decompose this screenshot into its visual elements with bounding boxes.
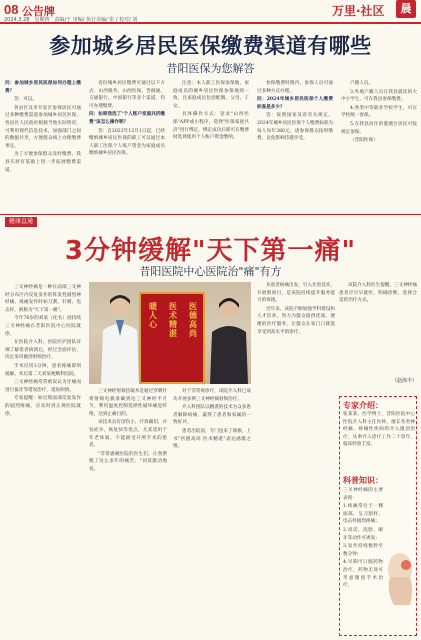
paragraph: 4.各类中等职业学校学生，可在学校统一参保。: [341, 105, 417, 119]
banner-text-middle: 医术精湛: [169, 301, 177, 338]
section-divider: [0, 214, 421, 215]
tip-item: 4.早期可口服药物治疗，药物无效可考虑微创手术治疗。: [343, 560, 383, 589]
paragraph: 今年76岁的刘某（化名）因持续三叉神经痛在昔阳医院中心医院就诊。: [5, 316, 81, 337]
question-text: 问：如果我选了"个人账户家庭共济缴费"该怎么操作呢？: [89, 112, 165, 125]
expert-heading: 专家介绍：: [343, 401, 383, 410]
article-2-column-4: [257, 282, 335, 390]
paragraph: 该院介入科医生提醒，三叉神经痛患者应尽早就医，明确诊断，选择合适的治疗方式。: [339, 283, 417, 304]
paragraph: 户籍人员。: [350, 81, 373, 86]
paragraph: 从患者病痛出发，引入先进技术，开展新项目，是该院持续提升服务能力的体现。: [257, 283, 335, 304]
dateline: 2024.3.28 星期四 责编/于 审编/ 执行美编/ 张 / 校对/ 刘: [4, 17, 138, 23]
expert-body: 张某某，医学博士，昔阳医院中心医院介入科主任医师，擅长各类神经痛、疼痛性疾病的介入微创治疗，从事介入诊疗工作二十余年，临床经验丰富。: [343, 412, 415, 448]
article-1-title: 参加城乡居民医保缴费渠道有哪些: [49, 34, 372, 58]
article-2-column-5: [339, 282, 417, 342]
tip-item: 三叉神经痛的主要表现：: [343, 488, 383, 501]
paragraph: "非常感谢医院的医生们，让我摆脱了这么多年的痛苦。"刘某激动地说。: [89, 451, 167, 472]
paragraph: 答：可以。: [14, 97, 37, 103]
page-number: 08: [4, 2, 19, 17]
article-2-byline: （赵海丰）: [391, 378, 417, 384]
paragraph: 省份城乡居民缴费可通过以下方式：山西税务、山西医保、晋税通、交通银行、中国银行等多个渠道，均可办理缴费。: [89, 81, 165, 109]
article-1-subtitle: 昔阳医保为您解答: [166, 62, 255, 75]
paragraph: 近年来，该院不断加强学科建设和人才培养，努力为群众提供优质、便捷的医疗服务，让群众在家门口就能享受到高水平的诊疗。: [257, 306, 335, 335]
paragraph: 答：按照国家及省有关规定，2024年城乡居民医保个人缴费标准为每人每年380元，请参保群众按时缴费，以免影响待遇享受。: [257, 113, 333, 142]
tip-item: 3.发作持续数秒至数分钟；: [343, 544, 383, 557]
article-2-subtitle: 昔阳医院中心医院治"痛"有方: [139, 265, 282, 278]
paragraph: 三叉神经痛是一种在面部三叉神经分布区内反复发作的阵发性剧烈神经痛，疼痛发作时如刀割、针刺、电击样，被称为"天下第一痛"。: [5, 285, 81, 313]
question-text: 问：2024年城乡居民医保个人缴费标准是多少？: [257, 97, 333, 110]
patient-figure: [207, 292, 249, 384]
paragraph: 3.外地户籍人员在我县就读的大中小学生，可在我县参保缴费。: [341, 89, 417, 103]
article-1-column-4: [257, 80, 333, 208]
paragraph: 患者出院前，专门送来了锦旗，上书"医德高尚 医术精湛"表达感激之情。: [173, 428, 251, 450]
paragraph: 各县区及市开发区参保居民可通过多种缴费渠道参加城乡居民医保，各县区人民政府根据当地实际情况，可利用现代信息技术，加强部门之间的数据共享，方便群众线上办理缴费事宜。: [5, 105, 81, 149]
paragraph: 为了方便参保群众及时缴费，我县在原有基础上进一步拓展缴费渠道。: [5, 152, 81, 173]
silk-banner: [139, 292, 205, 384]
paragraph: 专家提醒：如出现面部反复发作的剧烈疼痛，应及时到正规医院就诊。: [5, 396, 81, 417]
face-pain-illustration-icon: [384, 547, 416, 607]
paragraph: 手术仅用3分钟，患者疼痛即刻缓解。术后第二天刘某便顺利出院。: [5, 363, 81, 377]
tip-item: 2.说话、洗脸、刷牙等动作可诱发；: [343, 527, 383, 541]
paragraph: 5.在我县居住的港澳台居民可按规定参保。: [341, 121, 417, 135]
award-banner-photo: [89, 282, 251, 384]
article-2-column-2: [89, 388, 167, 636]
article-1-column-5: [341, 80, 417, 208]
page-header: [0, 0, 421, 24]
tip-item: 1.疼痛常位于一侧面部，呈刀割样、电击样剧烈疼痛；: [343, 504, 383, 525]
article-2-title: 3分钟缓解"天下第一痛": [64, 236, 357, 266]
brand-logo: 晨: [396, 0, 416, 18]
article-1-column-3: [173, 80, 249, 208]
paragraph: 三叉神经痛常常被误认为牙痛而进行拔牙等错误治疗，延误病情。: [5, 380, 81, 393]
paragraph: （昔阳医保）: [350, 138, 378, 144]
paragraph: 三叉神经射频热凝术是通过穿刺针将射频电极准确到达三叉神经半月节，利用温度控制选择性破坏痛觉纤维，达到止痛目的。: [89, 389, 167, 417]
tips-list: [343, 487, 383, 635]
paragraph: 具体操作方式：登录"山西医保"APP或小程序，选择"医保家庭共济"进行绑定，绑定成功后即可在缴费时选择使用个人账户资金缴纳。: [173, 112, 249, 141]
paragraph: 答：自2023年12月1日起，已经缴纳城乡居民医保的职工可以通过本人职工医保个人账户资金为家庭成员缴纳城乡居民医保。: [89, 128, 165, 157]
paragraph: 该技术具有创伤小、疗效确切、并发症少、恢复快等优点，尤其适用于年老体弱、不能耐受开颅手术的患者。: [89, 420, 167, 449]
section-tag: 健康直通: [5, 217, 37, 227]
paragraph: 介入科团队以精湛的技术为众多患者解除病痛，赢得了患者和家属的一致好评。: [173, 405, 251, 426]
article-2-column-3: [173, 388, 251, 636]
brand-name: 万里·社区: [332, 4, 385, 18]
paragraph: 对于非常规诊疗，该院介入科已成功开展多例三叉神经痛射频治疗。: [173, 389, 251, 402]
article-1-column-2: [89, 80, 165, 208]
article-1-column-1: [5, 80, 81, 208]
question-text: 问：参加城乡居民医保如何办理上缴费？: [5, 81, 81, 94]
section-name: 公告牌: [22, 5, 55, 18]
banner-text-right: 医德高尚: [189, 301, 197, 338]
paragraph: 参保缴费时限内，参保人员可通过多种方式办理。: [257, 81, 333, 94]
article-2-column-1: [5, 284, 81, 636]
expert-info-box: [339, 396, 417, 636]
banner-text-left: 暖人心: [149, 301, 157, 329]
tips-heading: 科普知识：: [343, 476, 383, 485]
paragraph: 注意：本人职工医保参保地、家庭成员的城乡居民医保参保地须一致，且家庭成员包括配偶、父母、子女。: [173, 81, 249, 109]
doctor-figure: [97, 290, 143, 384]
paragraph: 在医院介入科，医院医护团队详细了解患者病情后，经过全面评估，决定采用微创射频治疗。: [5, 340, 81, 361]
